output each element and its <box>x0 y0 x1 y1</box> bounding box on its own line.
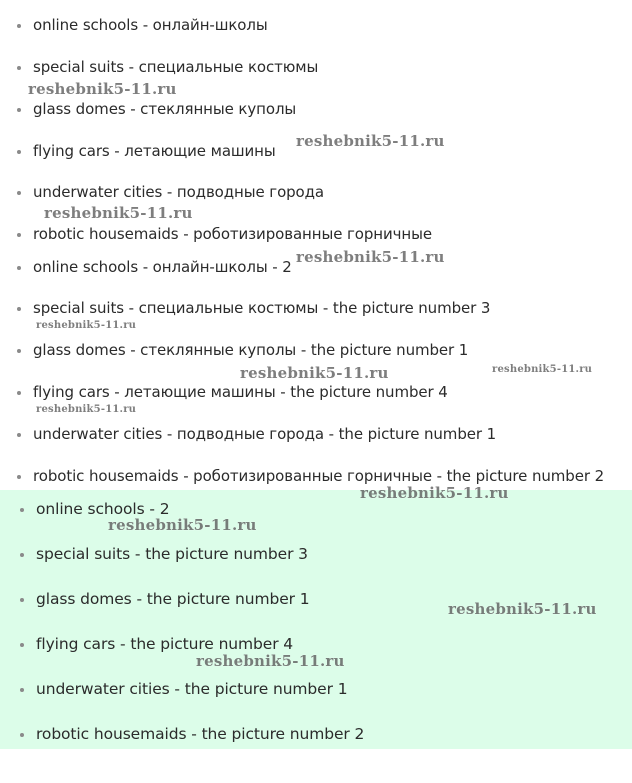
list-item: underwater cities - the picture number 1 <box>36 680 348 698</box>
list-item: underwater cities - подводные города - the picture number 1 <box>33 425 497 443</box>
watermark: reshebnik5-11.ru <box>240 364 389 382</box>
list-item: glass domes - стеклянные куполы <box>33 100 297 118</box>
list-item: online schools - онлайн-школы <box>33 16 268 34</box>
watermark: reshebnik5-11.ru <box>36 404 137 415</box>
answer-highlight-box <box>0 490 632 749</box>
watermark: reshebnik5-11.ru <box>360 484 509 502</box>
list-item: robotic housemaids - роботизированные горничные - the picture number 2 <box>33 467 605 485</box>
list-item: underwater cities - подводные города <box>33 183 325 201</box>
watermark: reshebnik5-11.ru <box>44 204 193 222</box>
list-item: glass domes - стеклянные куполы - the picture number 1 <box>33 341 469 359</box>
watermark: reshebnik5-11.ru <box>448 600 597 618</box>
list-item: special suits - the picture number 3 <box>36 545 308 563</box>
list-item: robotic housemaids - роботизированные горничные <box>33 225 432 243</box>
list-item: glass domes - the picture number 1 <box>36 590 310 608</box>
watermark: reshebnik5-11.ru <box>492 364 593 375</box>
watermark: reshebnik5-11.ru <box>296 132 445 150</box>
list-item: flying cars - летающие машины <box>33 142 276 160</box>
list-item: online schools - 2 <box>36 500 170 518</box>
watermark: reshebnik5-11.ru <box>36 320 137 331</box>
watermark: reshebnik5-11.ru <box>28 80 177 98</box>
watermark: reshebnik5-11.ru <box>108 516 257 534</box>
list-item: online schools - онлайн-школы - 2 <box>33 258 292 276</box>
list-item: special suits - специальные костюмы - the picture number 3 <box>33 299 491 317</box>
watermark: reshebnik5-11.ru <box>196 652 345 670</box>
list-item: robotic housemaids - the picture number 2 <box>36 725 365 743</box>
watermark: reshebnik5-11.ru <box>296 248 445 266</box>
list-item: flying cars - the picture number 4 <box>36 635 294 653</box>
list-item: flying cars - летающие машины - the picture number 4 <box>33 383 448 401</box>
list-item: special suits - специальные костюмы <box>33 58 319 76</box>
